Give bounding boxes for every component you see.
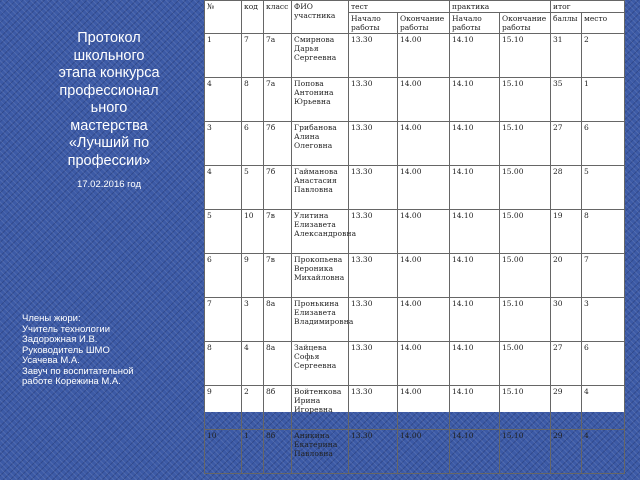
cell-code: 4 [242, 342, 264, 386]
cell-test-end: 14.00 [398, 78, 450, 122]
cell-practice-start: 14.10 [450, 166, 500, 210]
cell-test-end: 14.00 [398, 122, 450, 166]
cell-points: 30 [551, 298, 582, 342]
cell-place: 3 [582, 298, 625, 342]
cell-place: 1 [582, 78, 625, 122]
header-test-end: Окончание работы [398, 13, 450, 34]
table-row [205, 210, 625, 254]
cell-class: 7в [264, 210, 292, 254]
jury-line: Учитель технологии [22, 323, 111, 335]
title-line: профессии» [67, 152, 151, 169]
cell-practice-end: 15.00 [500, 210, 551, 254]
title-line: этапа конкурса [58, 65, 160, 81]
title-line: «Лучший по [68, 135, 150, 151]
cell-class: 8а [264, 342, 292, 386]
header-practice-end: Окончание работы [500, 13, 551, 34]
jury-line: Члены жюри: [22, 313, 81, 324]
title-line: профессионал [59, 82, 159, 99]
cell-practice-start: 14.10 [450, 430, 500, 474]
cell-test-end: 14.00 [398, 34, 450, 78]
cell-points: 31 [551, 34, 582, 78]
cell-class: 8а [264, 298, 292, 342]
cell-test-start: 13.30 [349, 122, 398, 166]
cell-class: 7а [264, 78, 292, 122]
table-row [205, 298, 625, 342]
cell-code: 5 [242, 166, 264, 210]
cell-class: 8б [264, 386, 292, 430]
cell-points: 19 [551, 210, 582, 254]
cell-code: 6 [242, 122, 264, 166]
title-line: мастерства [70, 117, 148, 134]
cell-place: 8 [582, 210, 625, 254]
protocol-table-panel [204, 0, 624, 458]
cell-test-start: 13.30 [349, 210, 398, 254]
cell-test-start: 13.30 [349, 342, 398, 386]
header-practice-start: Начало работы [450, 13, 500, 34]
cell-test-start: 13.30 [349, 254, 398, 298]
table-row [205, 166, 625, 210]
header-result: итог [551, 1, 625, 13]
cell-no: 10 [205, 430, 242, 474]
cell-practice-end: 15.10 [500, 78, 551, 122]
jury-line: Усачева М.А. [22, 355, 80, 366]
cell-practice-end: 15.00 [500, 166, 551, 210]
cell-test-end: 14.00 [398, 210, 450, 254]
cell-no: 5 [205, 210, 242, 254]
cell-practice-end: 15.10 [500, 122, 551, 166]
table-row [205, 254, 625, 298]
table-row [205, 342, 625, 386]
header-test-start: Начало работы [349, 13, 398, 34]
cell-code: 3 [242, 298, 264, 342]
cell-place: 4 [582, 430, 625, 474]
cell-code: 10 [242, 210, 264, 254]
cell-no: 9 [205, 386, 242, 430]
cell-points: 27 [551, 122, 582, 166]
cell-name: Попова Антонина Юрьевна [292, 78, 349, 122]
cell-code: 8 [242, 78, 264, 122]
cell-no: 4 [205, 166, 242, 210]
cell-name: Прокопьева Вероника Михайловна [292, 254, 349, 298]
cell-points: 28 [551, 166, 582, 210]
cell-name: Аникина Екатерина Павловна [292, 430, 349, 474]
cell-no: 1 [205, 34, 242, 78]
cell-place: 6 [582, 342, 625, 386]
cell-no: 7 [205, 298, 242, 342]
cell-no: 6 [205, 254, 242, 298]
cell-name: Смирнова Дарья Сергеевна [292, 34, 349, 78]
cell-test-end: 14.00 [398, 386, 450, 430]
cell-points: 20 [551, 254, 582, 298]
cell-place: 2 [582, 34, 625, 78]
jury-list [22, 314, 212, 388]
cell-practice-start: 14.10 [450, 210, 500, 254]
cell-practice-end: 15.10 [500, 386, 551, 430]
cell-practice-end: 15.00 [500, 254, 551, 298]
cell-points: 29 [551, 386, 582, 430]
cell-test-start: 13.30 [349, 166, 398, 210]
cell-test-start: 13.30 [349, 78, 398, 122]
protocol-table [204, 0, 625, 474]
cell-name: Войтенкова Ирина Игоревна [292, 386, 349, 430]
cell-test-end: 14.00 [398, 298, 450, 342]
cell-code: 1 [242, 430, 264, 474]
cell-test-end: 14.00 [398, 430, 450, 474]
table-row [205, 122, 625, 166]
cell-code: 2 [242, 386, 264, 430]
cell-place: 6 [582, 122, 625, 166]
cell-test-start: 13.30 [349, 430, 398, 474]
cell-practice-start: 14.10 [450, 342, 500, 386]
cell-code: 7 [242, 34, 264, 78]
cell-test-start: 13.30 [349, 298, 398, 342]
cell-name: Гайманова Анастасия Павловна [292, 166, 349, 210]
slide-date: 17.02.2016 год [76, 179, 142, 190]
cell-practice-start: 14.10 [450, 386, 500, 430]
cell-code: 9 [242, 254, 264, 298]
cell-name: Улитина Елизавета Александровна [292, 210, 349, 254]
title-line: школьного [73, 47, 145, 64]
cell-no: 8 [205, 342, 242, 386]
header-code: код [242, 1, 264, 34]
cell-practice-end: 15.00 [500, 342, 551, 386]
cell-practice-end: 15.10 [500, 34, 551, 78]
cell-class: 7а [264, 34, 292, 78]
cell-points: 35 [551, 78, 582, 122]
cell-name: Грибанова Алина Олеговна [292, 122, 349, 166]
cell-place: 7 [582, 254, 625, 298]
jury-line: Завуч по воспитательной [22, 365, 134, 377]
cell-test-start: 13.30 [349, 34, 398, 78]
cell-practice-end: 15.10 [500, 430, 551, 474]
cell-practice-start: 14.10 [450, 34, 500, 78]
cell-practice-start: 14.10 [450, 254, 500, 298]
cell-name: Зайцева Софья Сергеевна [292, 342, 349, 386]
cell-practice-start: 14.10 [450, 298, 500, 342]
jury-line: Руководитель ШМО [22, 344, 110, 356]
cell-class: 7б [264, 166, 292, 210]
cell-no: 3 [205, 122, 242, 166]
cell-points: 27 [551, 342, 582, 386]
cell-test-end: 14.00 [398, 342, 450, 386]
slide-title [18, 30, 200, 170]
header-points: баллы [551, 13, 582, 34]
table-row [205, 78, 625, 122]
table-row [205, 430, 625, 474]
cell-name: Пронькина Елизавета Владимировна [292, 298, 349, 342]
cell-class: 7б [264, 122, 292, 166]
cell-test-end: 14.00 [398, 166, 450, 210]
cell-practice-start: 14.10 [450, 122, 500, 166]
cell-points: 29 [551, 430, 582, 474]
header-practice: практика [450, 1, 551, 13]
cell-no: 4 [205, 78, 242, 122]
header-class: класс [264, 1, 292, 34]
cell-class: 8б [264, 430, 292, 474]
header-test: тест [349, 1, 450, 13]
cell-practice-start: 14.10 [450, 78, 500, 122]
cell-test-end: 14.00 [398, 254, 450, 298]
header-no: № [205, 1, 242, 34]
cell-class: 7в [264, 254, 292, 298]
header-place: место [582, 13, 625, 34]
table-row [205, 34, 625, 78]
title-line: Протокол [77, 30, 141, 46]
table-row [205, 386, 625, 430]
title-line: ьного [90, 100, 128, 116]
cell-place: 5 [582, 166, 625, 210]
cell-practice-end: 15.10 [500, 298, 551, 342]
cell-test-start: 13.30 [349, 386, 398, 430]
header-name: ФИО участника [292, 1, 349, 34]
jury-line: работе Корежина М.А. [22, 376, 121, 387]
cell-place: 4 [582, 386, 625, 430]
jury-line: Задорожная И.В. [22, 334, 98, 345]
